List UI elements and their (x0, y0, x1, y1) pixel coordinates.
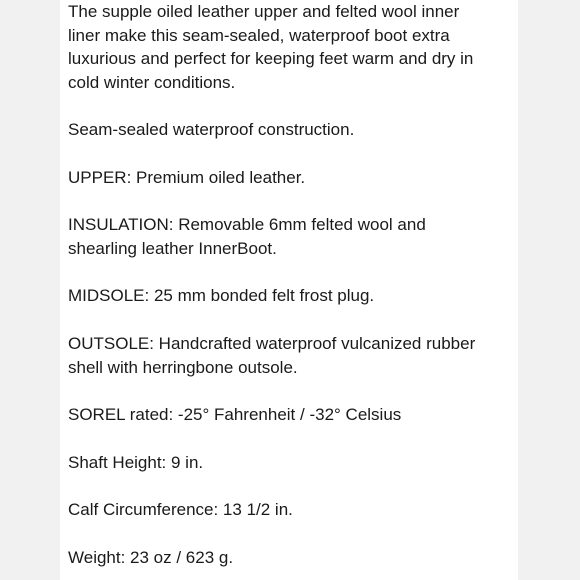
weight-text: Weight: 23 oz / 623 g. (68, 548, 234, 567)
upper-paragraph (68, 166, 305, 190)
insulation-paragraph (68, 213, 426, 260)
outsole-line: shell with herringbone outsole. (68, 357, 298, 377)
upper-text: UPPER: Premium oiled leather. (68, 168, 306, 187)
midsole-text: MIDSOLE: 25 mm bonded felt frost plug. (68, 286, 375, 305)
product-description (61, 0, 518, 580)
midsole-paragraph (68, 284, 374, 308)
rating-text: SOREL rated: -25° Fahrenheit / -32° Celsius (68, 405, 402, 424)
intro-paragraph (68, 0, 473, 94)
intro-line: liner make this seam-sealed, waterproof boot extra (68, 25, 450, 45)
insulation-line: INSULATION: Removable 6mm felted wool and (68, 215, 426, 234)
shaft-height-paragraph (68, 451, 203, 475)
insulation-line: shearling leather InnerBoot. (68, 238, 277, 258)
rating-paragraph (68, 403, 401, 427)
intro-line: luxurious and perfect for keeping feet warm and dry in (68, 49, 474, 68)
calf-circumference-text: Calf Circumference: 13 1/2 in. (68, 500, 293, 519)
construction-text: Seam-sealed waterproof construction. (68, 120, 355, 139)
outsole-line: OUTSOLE: Handcrafted waterproof vulcanized rubber (68, 334, 476, 353)
intro-line: The supple oiled leather upper and felted wool inner (68, 2, 460, 21)
left-margin (0, 0, 60, 580)
construction-paragraph (68, 118, 354, 142)
calf-circumference-paragraph (68, 498, 293, 522)
weight-paragraph (68, 546, 233, 570)
shaft-height-text: Shaft Height: 9 in. (68, 453, 204, 472)
intro-line: cold winter conditions. (68, 72, 236, 92)
right-margin (518, 0, 580, 580)
outsole-paragraph (68, 332, 475, 379)
